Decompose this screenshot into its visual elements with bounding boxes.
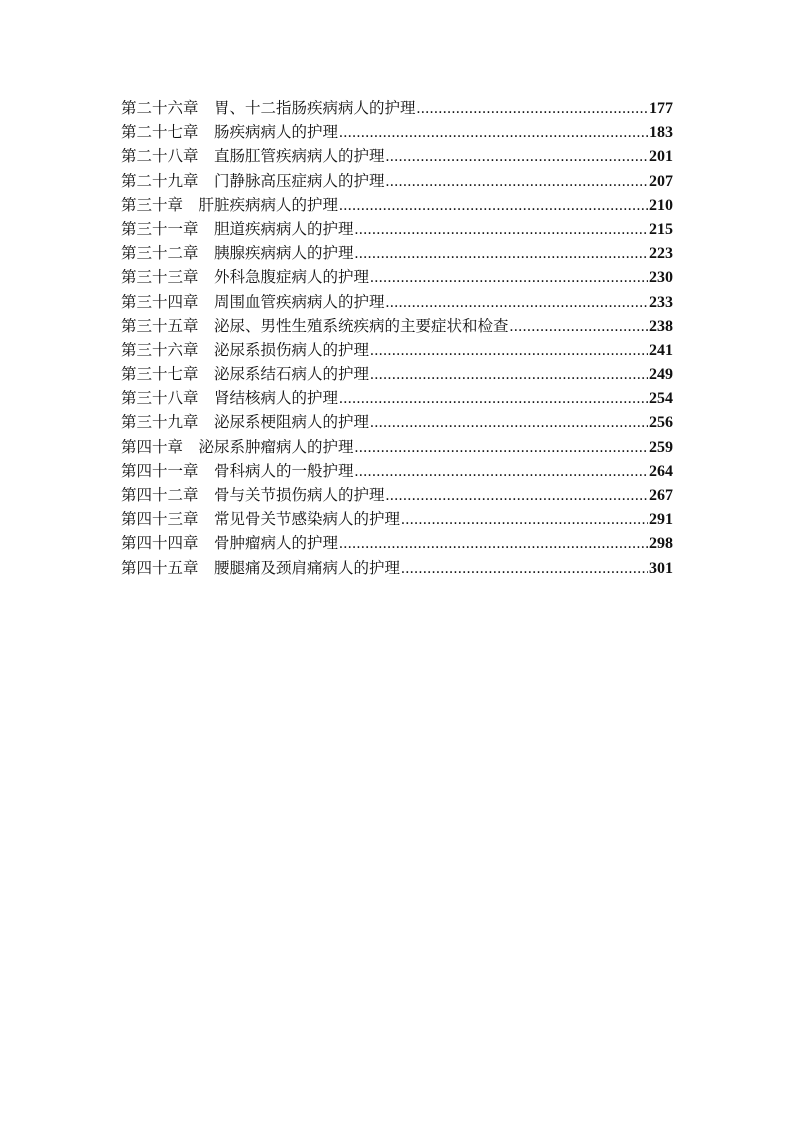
toc-page-number: 238: [649, 317, 673, 335]
toc-chapter-number: 第三十二章: [121, 244, 199, 263]
toc-entry[interactable]: [121, 241, 673, 265]
toc-chapter-number: 第四十四章: [121, 534, 199, 553]
toc-dot-leader: [386, 294, 648, 312]
toc-chapter-number: 第四十三章: [121, 510, 199, 529]
toc-chapter-number: 第三十六章: [121, 340, 199, 359]
toc-chapter-number: 第三十七章: [121, 365, 199, 384]
toc-dot-leader: [339, 535, 648, 553]
toc-chapter-number: 第三十四章: [121, 292, 199, 311]
toc-page-number: 230: [649, 269, 673, 287]
toc-dot-leader: [339, 197, 648, 215]
toc-entry[interactable]: [121, 386, 673, 410]
toc-chapter-title: 泌尿系结石病人的护理: [214, 365, 370, 384]
toc-page-number: 223: [649, 245, 673, 263]
table-of-contents: [121, 96, 673, 580]
toc-dot-leader: [510, 318, 648, 336]
toc-dot-leader: [370, 342, 648, 360]
toc-chapter-title: 肠疾病病人的护理: [214, 123, 339, 142]
toc-entry[interactable]: [121, 265, 673, 289]
toc-page-number: 267: [649, 487, 673, 504]
toc-dot-leader: [355, 439, 648, 457]
toc-chapter-number: 第四十五章: [121, 558, 199, 577]
toc-chapter-title: 骨科病人的一般护理: [214, 461, 354, 480]
toc-entry[interactable]: [121, 362, 673, 386]
toc-page-number: 256: [649, 414, 673, 432]
toc-chapter-number: 第三十章: [121, 195, 184, 214]
toc-chapter-number: 第三十三章: [121, 268, 199, 287]
toc-chapter-title: 肝脏疾病病人的护理: [198, 195, 339, 214]
toc-dot-leader: [355, 221, 648, 239]
toc-chapter-title: 骨与关节损伤病人的护理: [214, 486, 385, 504]
toc-entry[interactable]: [121, 435, 673, 459]
toc-chapter-title: 周围血管疾病病人的护理: [214, 292, 385, 311]
toc-page-number: 207: [649, 172, 673, 190]
toc-dot-leader: [355, 245, 648, 263]
toc-entry[interactable]: [121, 169, 673, 193]
toc-chapter-title: 直肠肛管疾病病人的护理: [214, 147, 385, 166]
toc-chapter-number: 第三十九章: [121, 413, 199, 432]
toc-page-number: 233: [649, 293, 673, 311]
toc-entry[interactable]: [121, 507, 673, 531]
toc-chapter-title: 泌尿系肿瘤病人的护理: [198, 437, 354, 456]
toc-chapter-number: 第三十五章: [121, 316, 199, 335]
toc-dot-leader: [401, 560, 648, 578]
toc-entry[interactable]: [121, 410, 673, 434]
toc-entry[interactable]: [121, 290, 673, 314]
toc-dot-leader: [370, 414, 648, 432]
toc-entry[interactable]: [121, 314, 673, 338]
toc-page-number: 291: [649, 511, 673, 529]
toc-entry[interactable]: [121, 459, 673, 483]
toc-chapter-number: 第四十二章: [121, 486, 199, 504]
toc-dot-leader: [339, 124, 648, 142]
toc-chapter-number: 第三十八章: [121, 389, 199, 408]
toc-entry[interactable]: [121, 556, 673, 580]
toc-dot-leader: [370, 269, 648, 287]
toc-chapter-title: 胃、十二指肠疾病病人的护理: [214, 99, 416, 117]
toc-page-number: 201: [649, 148, 673, 166]
toc-page-number: 298: [649, 535, 673, 553]
toc-entry[interactable]: [121, 217, 673, 241]
toc-chapter-title: 泌尿系梗阻病人的护理: [214, 413, 370, 432]
toc-page-number: 301: [649, 559, 673, 577]
toc-chapter-title: 外科急腹症病人的护理: [214, 268, 370, 287]
toc-page-number: 177: [649, 100, 673, 117]
toc-chapter-number: 第四十章: [121, 437, 184, 456]
toc-chapter-title: 胰腺疾病病人的护理: [214, 244, 354, 263]
toc-dot-leader: [386, 148, 648, 166]
toc-page-number: 241: [649, 341, 673, 359]
toc-chapter-number: 第二十八章: [121, 147, 199, 166]
toc-chapter-title: 泌尿、男性生殖系统疾病的主要症状和检查: [214, 316, 509, 335]
toc-chapter-title: 腰腿痛及颈肩痛病人的护理: [214, 558, 401, 577]
toc-chapter-number: 第四十一章: [121, 461, 199, 480]
toc-chapter-title: 肾结核病人的护理: [214, 389, 339, 408]
toc-page-number: 254: [649, 390, 673, 408]
toc-entry[interactable]: [121, 483, 673, 507]
toc-page-number: 259: [649, 438, 673, 456]
toc-dot-leader: [417, 100, 648, 118]
toc-entry[interactable]: [121, 96, 673, 120]
toc-entry[interactable]: [121, 193, 673, 217]
toc-chapter-title: 骨肿瘤病人的护理: [214, 534, 339, 553]
toc-dot-leader: [386, 173, 648, 191]
toc-entry[interactable]: [121, 144, 673, 168]
toc-page-number: 249: [649, 366, 673, 384]
toc-dot-leader: [370, 366, 648, 384]
toc-chapter-number: 第二十七章: [121, 123, 199, 142]
toc-page-number: 215: [649, 220, 673, 238]
toc-page-number: 264: [649, 462, 673, 480]
toc-chapter-number: 第二十九章: [121, 171, 199, 190]
toc-dot-leader: [386, 487, 648, 505]
toc-page-number: 210: [649, 196, 673, 214]
toc-dot-leader: [355, 463, 648, 481]
toc-entry[interactable]: [121, 338, 673, 362]
toc-entry[interactable]: [121, 531, 673, 555]
toc-chapter-number: 第三十一章: [121, 219, 199, 238]
toc-dot-leader: [339, 390, 648, 408]
toc-chapter-title: 胆道疾病病人的护理: [214, 219, 354, 238]
toc-entry[interactable]: [121, 120, 673, 144]
toc-chapter-title: 常见骨关节感染病人的护理: [214, 510, 401, 529]
toc-chapter-number: 第二十六章: [121, 99, 199, 117]
toc-dot-leader: [401, 511, 648, 529]
toc-chapter-title: 门静脉高压症病人的护理: [214, 171, 385, 190]
toc-page-number: 183: [649, 124, 673, 142]
toc-chapter-title: 泌尿系损伤病人的护理: [214, 340, 370, 359]
